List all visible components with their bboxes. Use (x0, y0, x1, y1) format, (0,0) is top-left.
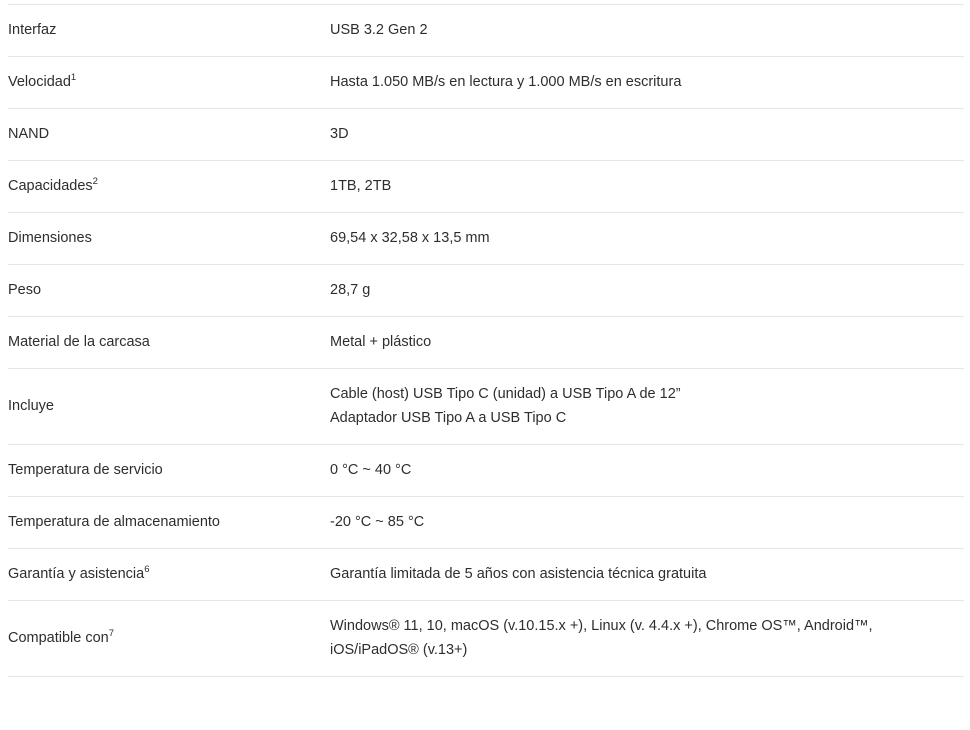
table-row (8, 497, 964, 549)
table-row (8, 5, 964, 57)
table-row (8, 549, 964, 601)
table-row (8, 601, 964, 677)
spec-label: Capacidades (8, 178, 93, 195)
spec-label-footnote: 6 (144, 564, 150, 576)
spec-label-cell (8, 497, 330, 549)
spec-value-line: 69,54 x 32,58 x 13,5 mm (330, 230, 490, 247)
spec-value-cell (330, 369, 964, 445)
spec-value-cell (330, 109, 964, 161)
spec-label-cell (8, 57, 330, 109)
spec-value-line: Hasta 1.050 MB/s en lectura y 1.000 MB/s en escritura (330, 74, 682, 91)
spec-value-cell (330, 161, 964, 213)
spec-value-cell (330, 265, 964, 317)
spec-value-line: 28,7 g (330, 282, 371, 299)
spec-label-cell (8, 369, 330, 445)
table-row (8, 57, 964, 109)
spec-label: Material de la carcasa (8, 334, 150, 351)
spec-value-line: -20 °C ~ 85 °C (330, 514, 425, 531)
spec-value-line: Garantía limitada de 5 años con asistencia técnica gratuita (330, 566, 707, 583)
spec-label: Temperatura de servicio (8, 462, 163, 479)
spec-value-line: Cable (host) USB Tipo C (unidad) a USB Tipo A de 12” (330, 386, 681, 403)
spec-label-cell (8, 549, 330, 601)
spec-label-cell (8, 161, 330, 213)
table-row (8, 265, 964, 317)
spec-value-line: USB 3.2 Gen 2 (330, 22, 428, 38)
spec-label-footnote: 1 (70, 72, 77, 84)
spec-label: Incluye (8, 398, 54, 415)
spec-label: Temperatura de almacenamiento (8, 514, 220, 531)
spec-label: Interfaz (8, 22, 57, 38)
spec-label-cell (8, 213, 330, 265)
specifications-table (8, 4, 964, 677)
spec-value-line: Metal + plástico (330, 334, 432, 351)
spec-value-cell (330, 445, 964, 497)
table-row (8, 161, 964, 213)
spec-label-footnote: 7 (108, 628, 115, 640)
spec-label: Peso (8, 282, 42, 299)
spec-value-cell (330, 5, 964, 57)
spec-value-cell (330, 317, 964, 369)
spec-label-cell (8, 317, 330, 369)
spec-value-line: 1TB, 2TB (330, 178, 392, 195)
spec-label: Velocidad (8, 74, 71, 91)
spec-value-line: Adaptador USB Tipo A a USB Tipo C (330, 410, 567, 427)
spec-value-line: Windows® 11, 10, macOS (v.10.15.x +), Linux (v. 4.4.x +), Chrome OS™, Android™, (330, 618, 873, 635)
spec-label: NAND (8, 126, 50, 143)
spec-label-cell (8, 265, 330, 317)
spec-value-cell (330, 213, 964, 265)
spec-value-line: iOS/iPadOS® (v.13+) (330, 642, 468, 659)
spec-label-footnote: 2 (92, 176, 98, 188)
table-row (8, 213, 964, 265)
spec-value-cell (330, 601, 964, 677)
spec-label: Dimensiones (8, 230, 92, 247)
spec-label: Compatible con (8, 630, 109, 647)
table-row (8, 317, 964, 369)
spec-label-cell (8, 5, 330, 57)
spec-value-cell (330, 497, 964, 549)
spec-label: Garantía y asistencia (8, 566, 145, 583)
spec-value-cell (330, 549, 964, 601)
table-row (8, 369, 964, 445)
spec-label-cell (8, 445, 330, 497)
spec-value-cell (330, 57, 964, 109)
spec-value-line: 3D (330, 126, 349, 143)
spec-label-cell (8, 109, 330, 161)
table-row (8, 109, 964, 161)
table-row (8, 445, 964, 497)
specifications-table-body (8, 5, 964, 677)
spec-label-cell (8, 601, 330, 677)
spec-value-line: 0 °C ~ 40 °C (330, 462, 412, 479)
